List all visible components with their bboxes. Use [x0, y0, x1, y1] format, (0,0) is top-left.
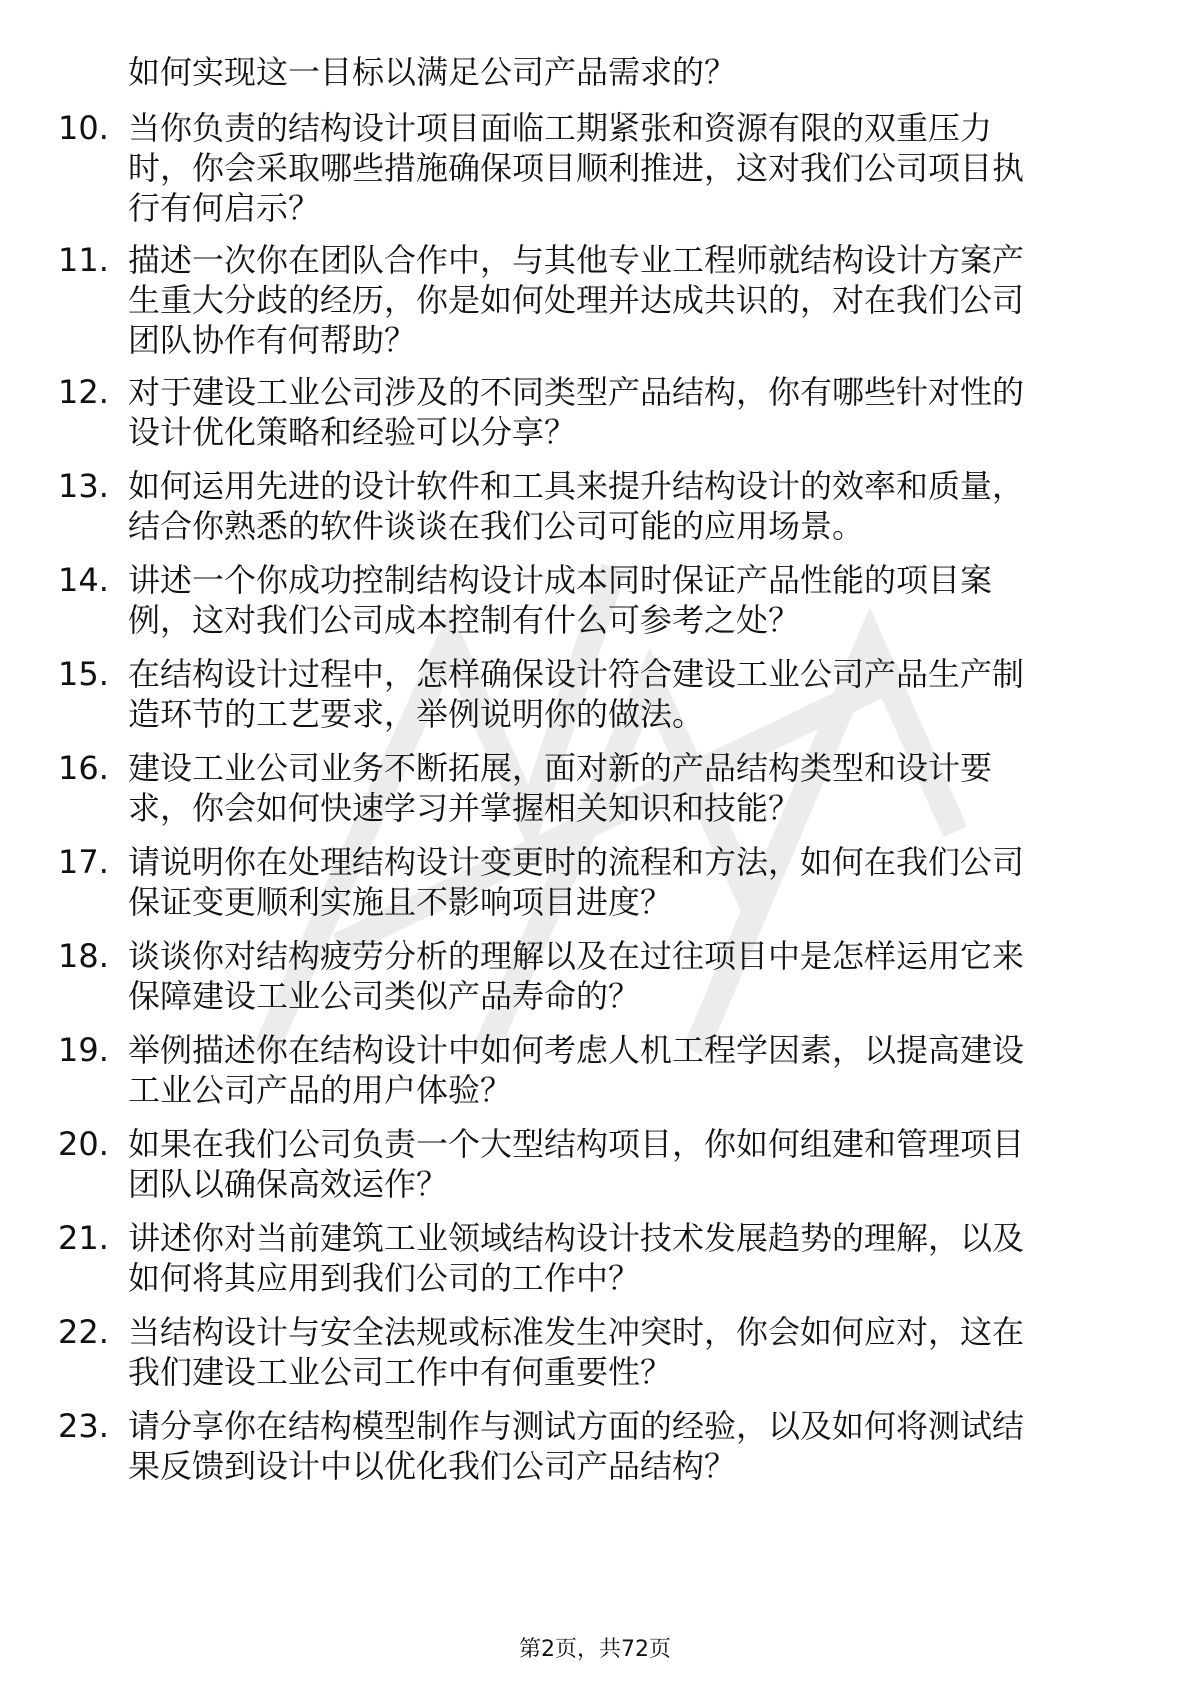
question-text: 在结构设计过程中，怎样确保设计符合建设工业公司产品生产制 造环节的工艺要求，举例说明你的做法。 [128, 655, 1025, 733]
question-number: 10. [58, 109, 109, 147]
question-text: 当你负责的结构设计项目面临工期紧张和资源有限的双重压力 时，你会采取哪些措施确保项目顺利推进，这对我们公司项目执 行有何启示？ [128, 109, 1025, 227]
question-text: 举例描述你在结构设计中如何考虑人机工程学因素，以提高建设 工业公司产品的用户体验？ [128, 1031, 1025, 1109]
question-number: 15. [58, 655, 109, 693]
question-text: 如何运用先进的设计软件和工具来提升结构设计的效率和质量， 结合你熟悉的软件谈谈在我们公司可能的应用场景。 [128, 467, 1025, 545]
question-number: 16. [58, 749, 109, 787]
question-number: 23. [58, 1407, 109, 1445]
question-number: 17. [58, 843, 109, 881]
question-number: 13. [58, 467, 109, 505]
question-number: 18. [58, 937, 109, 975]
continuation-line: 如何实现这一目标以满足公司产品需求的？ [128, 53, 737, 91]
question-text: 谈谈你对结构疲劳分析的理解以及在过往项目中是怎样运用它来 保障建设工业公司类似产品寿命的？ [128, 937, 1025, 1015]
question-number: 11. [58, 241, 109, 279]
question-text: 对于建设工业公司涉及的不同类型产品结构，你有哪些针对性的 设计优化策略和经验可以分享？ [128, 373, 1025, 451]
question-number: 12. [58, 373, 109, 411]
question-text: 建设工业公司业务不断拓展，面对新的产品结构类型和设计要 求，你会如何快速学习并掌握相关知识和技能？ [128, 749, 993, 827]
question-text: 请说明你在处理结构设计变更时的流程和方法，如何在我们公司 保证变更顺利实施且不影响项目进度？ [128, 843, 1025, 921]
question-number: 21. [58, 1219, 109, 1257]
question-number: 22. [58, 1313, 109, 1351]
question-text: 讲述你对当前建筑工业领域结构设计技术发展趋势的理解，以及 如何将其应用到我们公司的工作中？ [128, 1219, 1025, 1297]
question-number: 19. [58, 1031, 109, 1069]
question-text: 如果在我们公司负责一个大型结构项目，你如何组建和管理项目 团队以确保高效运作？ [128, 1125, 1025, 1203]
question-text: 当结构设计与安全法规或标准发生冲突时，你会如何应对，这在 我们建设工业公司工作中有何重要性？ [128, 1313, 1025, 1391]
question-text: 讲述一个你成功控制结构设计成本同时保证产品性能的项目案 例，这对我们公司成本控制有什么可参考之处？ [128, 561, 993, 639]
question-number: 14. [58, 561, 109, 599]
question-text: 描述一次你在团队合作中，与其他专业工程师就结构设计方案产 生重大分歧的经历，你是如何处理并达成共识的，对在我们公司 团队协作有何帮助？ [128, 241, 1025, 359]
page-footer: 第2页，共72页 [519, 1637, 671, 1662]
question-number: 20. [58, 1125, 109, 1163]
question-text: 请分享你在结构模型制作与测试方面的经验，以及如何将测试结 果反馈到设计中以优化我们公司产品结构？ [128, 1407, 1025, 1485]
